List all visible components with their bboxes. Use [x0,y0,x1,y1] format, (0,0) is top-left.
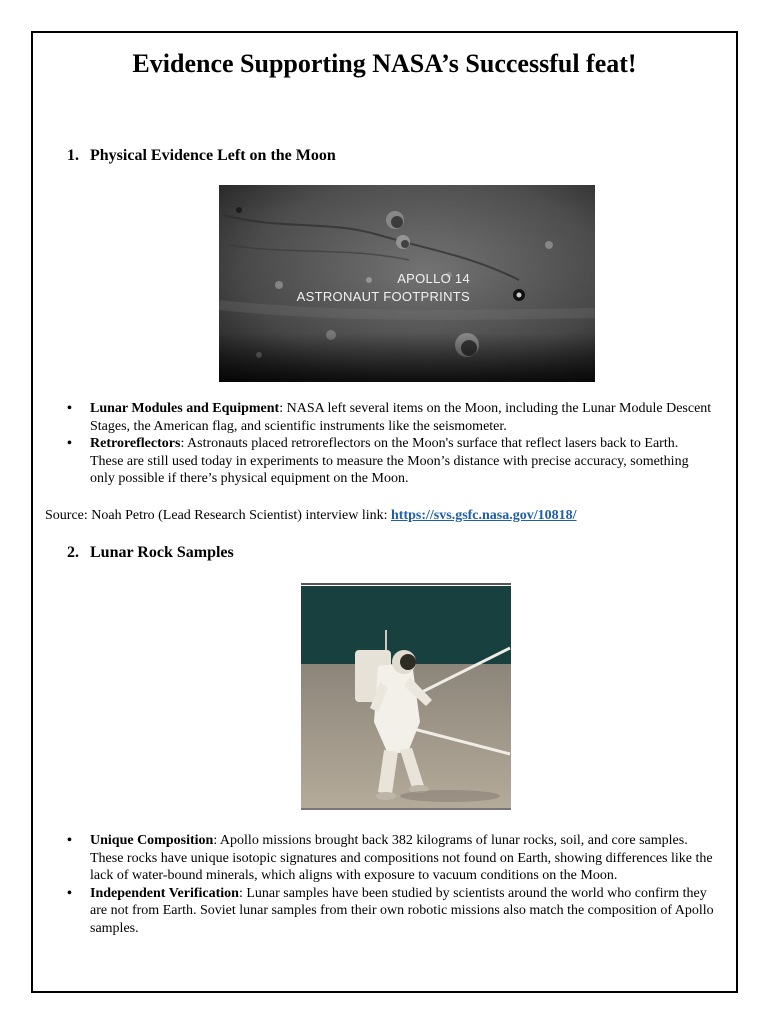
section-heading-lunar-rock-samples [67,542,234,564]
source-link[interactable]: https://svs.gsfc.nasa.gov/10818/ [391,508,577,523]
bullet-text: : NASA left several items on the Moon, including the Lunar Module Descent Stages, the American flag, and scientific instruments like the seismometer. [90,401,712,434]
source-prefix: Source: Noah Petro (Lead Research Scientist) interview link: [45,508,392,523]
list-item [64,400,714,435]
bullet-text: : Lunar samples have been studied by scientists around the world who confirm they are not from Earth. Soviet lunar samples from their own robotic missions also match the composition of Apollo samples. [90,885,714,936]
image-caption-line2: ASTRONAUT FOOTPRINTS [296,289,470,304]
image-caption-line1: APOLLO 14 [397,271,470,286]
list-item [64,885,714,938]
source-citation [45,507,577,525]
bullet-icon: • [67,833,72,848]
bullet-list-physical-evidence [64,400,714,488]
bullet-list-lunar-rock-samples [64,832,714,937]
bullet-text: : Astronauts placed retroreflectors on the Moon's surface that reflect lasers back to Earth. These are still used today in experiments to measure the Moon’s distance with precise accuracy, something only possible if there’s physical equipment on the Moon. [90,436,689,486]
moon-footprints-image [219,185,595,382]
list-item [64,435,714,488]
astronaut-image [300,582,512,812]
section-number: 2. [67,544,79,561]
bullet-term: Unique Composition [90,833,214,848]
section-title: Lunar Rock Samples [90,544,234,561]
bullet-icon: • [67,436,72,451]
bullet-text: : Apollo missions brought back 382 kilograms of lunar rocks, soil, and core samples. These rocks have unique isotopic signatures and compositions not found on Earth, showing differences like the lack of water-bound minerals, which aligns with exposure to vacuum conditions on the Moon. [90,833,713,883]
bullet-icon: • [67,401,72,416]
bullet-term: Lunar Modules and Equipment [90,401,280,416]
section-heading-physical-evidence [67,145,336,167]
bullet-term: Independent Verification [90,885,239,901]
section-number: 1. [67,147,79,164]
astronaut-photo-icon [300,582,512,812]
list-item [64,832,714,885]
bullet-term: Retroreflectors [90,436,181,451]
bullet-icon: • [67,885,72,901]
section-title: Physical Evidence Left on the Moon [90,147,336,164]
document-title: Evidence Supporting NASA’s Successful feat! [132,49,637,78]
